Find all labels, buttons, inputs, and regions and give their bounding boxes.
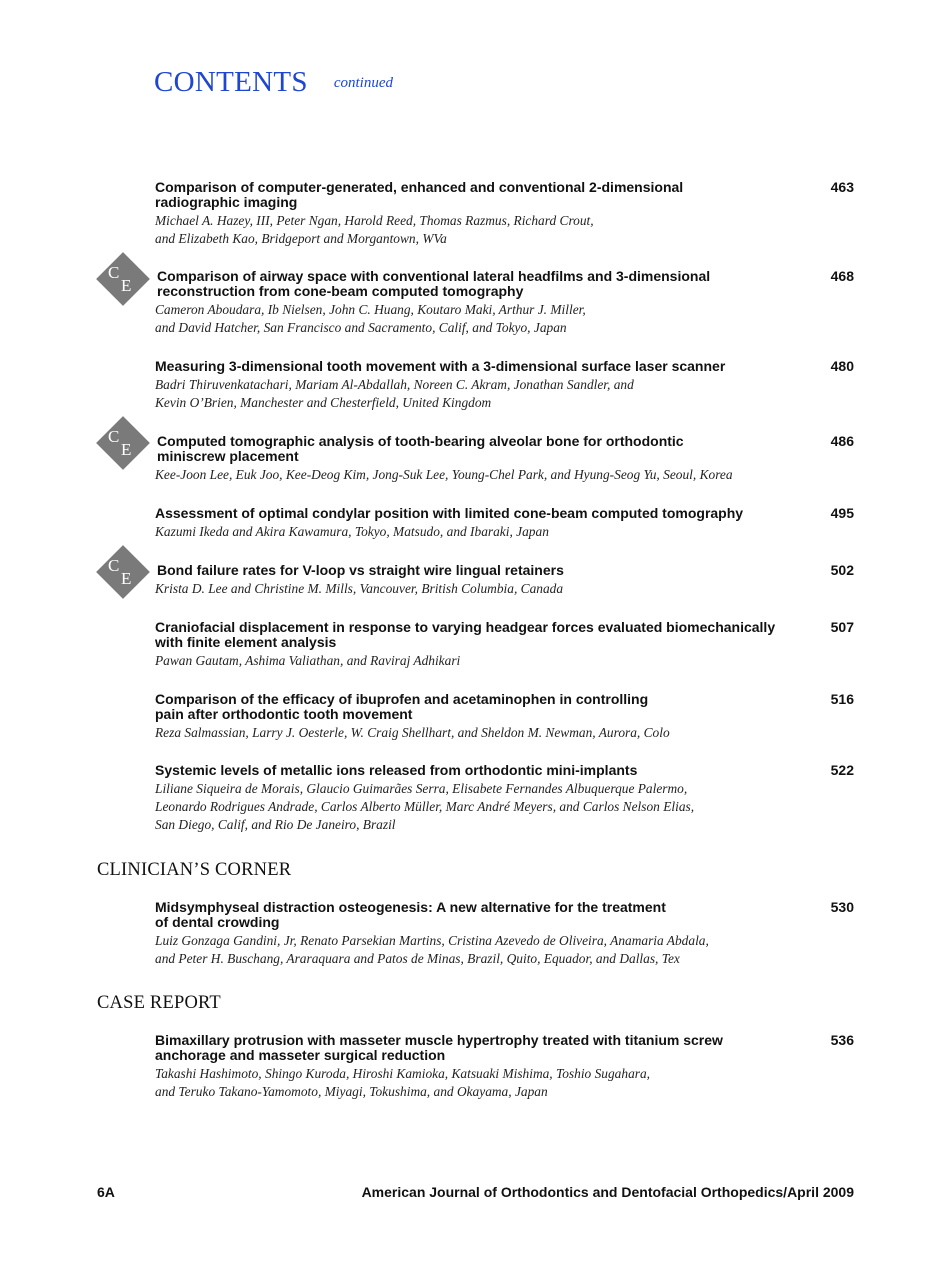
title-line: reconstruction from cone-beam computed tomography	[157, 283, 524, 299]
author-line: Leonardo Rodrigues Andrade, Carlos Alberto Müller, Marc André Meyers, and Carlos Nelson Elias,	[155, 799, 695, 814]
ce-badge-e: E	[121, 440, 132, 459]
article-title[interactable]	[155, 620, 815, 650]
page-number[interactable]: 536	[830, 1032, 854, 1048]
title-line: of dental crowding	[155, 914, 280, 930]
title-line: pain after orthodontic tooth movement	[155, 706, 413, 722]
title-line: Assessment of optimal condylar position with limited cone-beam computed tomography	[155, 505, 744, 521]
page-number[interactable]: 486	[830, 433, 854, 449]
author-line: Kevin O’Brien, Manchester and Chesterfield, United Kingdom	[155, 395, 492, 410]
ce-badge-c: C	[108, 427, 120, 446]
author-line: Kazumi Ikeda and Akira Kawamura, Tokyo, Matsudo, and Ibaraki, Japan	[155, 524, 549, 539]
article-title[interactable]	[157, 269, 817, 299]
author-line: San Diego, Calif, and Rio De Janeiro, Brazil	[155, 817, 396, 832]
title-line: Measuring 3-dimensional tooth movement with a 3-dimensional surface laser scanner	[155, 358, 726, 374]
authors	[155, 376, 815, 412]
page-number[interactable]: 495	[830, 505, 854, 521]
ce-badge-e: E	[121, 569, 132, 588]
title-line: Comparison of the efficacy of ibuprofen and acetaminophen in controlling	[155, 691, 649, 707]
page-number[interactable]: 502	[830, 562, 854, 578]
page-title: CONTENTS	[154, 66, 308, 98]
section-heading-case-report: CASE REPORT	[97, 993, 221, 1013]
authors	[155, 932, 815, 968]
title-line: Computed tomographic analysis of tooth-bearing alveolar bone for orthodontic	[157, 433, 684, 449]
title-line: Comparison of computer-generated, enhanced and conventional 2-dimensional	[155, 179, 684, 195]
title-line: Bond failure rates for V-loop vs straight wire lingual retainers	[157, 562, 564, 578]
author-line: and Elizabeth Kao, Bridgeport and Morgantown, WVa	[155, 231, 447, 246]
page-number[interactable]: 480	[830, 358, 854, 374]
author-line: Reza Salmassian, Larry J. Oesterle, W. Craig Shellhart, and Sheldon M. Newman, Aurora, Colo	[155, 725, 670, 740]
title-line: Systemic levels of metallic ions released from orthodontic mini-implants	[155, 762, 638, 778]
title-line: with finite element analysis	[155, 634, 337, 650]
footer-journal-name: American Journal of Orthodontics and Dentofacial Orthopedics/April 2009	[361, 1184, 854, 1200]
article-title[interactable]	[155, 900, 815, 930]
article-title[interactable]	[155, 1033, 815, 1063]
page-number[interactable]: 507	[830, 619, 854, 635]
author-line: Michael A. Hazey, III, Peter Ngan, Harold Reed, Thomas Razmus, Richard Crout,	[155, 213, 594, 228]
article-title[interactable]	[157, 563, 817, 578]
author-line: Badri Thiruvenkatachari, Mariam Al-Abdallah, Noreen C. Akram, Jonathan Sandler, and	[155, 377, 634, 392]
article-title[interactable]	[155, 506, 815, 521]
article-title[interactable]	[155, 692, 815, 722]
page-subtitle: continued	[333, 75, 393, 91]
title-line: miniscrew placement	[157, 448, 299, 464]
title-line: Craniofacial displacement in response to varying headgear forces evaluated biomechanically	[155, 619, 776, 635]
title-line: Bimaxillary protrusion with masseter muscle hypertrophy treated with titanium screw	[155, 1032, 723, 1048]
article-title[interactable]	[157, 434, 817, 464]
ce-badge-c: C	[108, 556, 120, 575]
page-number[interactable]: 468	[830, 268, 854, 284]
article-title[interactable]	[155, 359, 815, 374]
author-line: Cameron Aboudara, Ib Nielsen, John C. Huang, Koutaro Maki, Arthur J. Miller,	[155, 302, 586, 317]
author-line: Takashi Hashimoto, Shingo Kuroda, Hiroshi Kamioka, Katsuaki Mishima, Toshio Sugahara,	[155, 1066, 651, 1081]
author-line: Liliane Siqueira de Morais, Glaucio Guimarães Serra, Elisabete Fernandes Albuquerque Palermo,	[155, 781, 688, 796]
author-line: Krista D. Lee and Christine M. Mills, Vancouver, British Columbia, Canada	[155, 581, 564, 596]
authors	[155, 652, 815, 670]
page-number[interactable]: 463	[830, 179, 854, 195]
authors	[155, 780, 815, 834]
title-line: anchorage and masseter surgical reduction	[155, 1047, 446, 1063]
authors	[155, 466, 815, 484]
section-heading-clinicians-corner: CLINICIAN’S CORNER	[97, 860, 292, 880]
author-line: Pawan Gautam, Ashima Valiathan, and Raviraj Adhikari	[155, 653, 461, 668]
title-line: radiographic imaging	[155, 194, 298, 210]
contents-header	[154, 66, 393, 99]
article-title[interactable]	[155, 180, 815, 210]
ce-badge-c: C	[108, 263, 120, 282]
authors	[155, 580, 815, 598]
author-line: Kee-Joon Lee, Euk Joo, Kee-Deog Kim, Jong-Suk Lee, Young-Chel Park, and Hyung-Seog Yu, Seoul, Korea	[155, 467, 733, 482]
article-title[interactable]	[155, 763, 815, 778]
authors	[155, 301, 815, 337]
title-line: Midsymphyseal distraction osteogenesis: A new alternative for the treatment	[155, 899, 666, 915]
page-number[interactable]: 516	[830, 691, 854, 707]
authors	[155, 212, 815, 248]
ce-badge-e: E	[121, 276, 132, 295]
author-line: and Peter H. Buschang, Araraquara and Patos de Minas, Brazil, Quito, Equador, and Dallas, Tex	[155, 951, 680, 966]
author-line: and David Hatcher, San Francisco and Sacramento, Calif, and Tokyo, Japan	[155, 320, 567, 335]
authors	[155, 523, 815, 541]
authors	[155, 1065, 815, 1101]
title-line: Comparison of airway space with conventional lateral headfilms and 3-dimensional	[157, 268, 711, 284]
footer-page-number: 6A	[97, 1184, 115, 1200]
page-number[interactable]: 530	[830, 899, 854, 915]
author-line: Luiz Gonzaga Gandini, Jr, Renato Parsekian Martins, Cristina Azevedo de Oliveira, Anamaria Abdala,	[155, 933, 709, 948]
page-number[interactable]: 522	[830, 762, 854, 778]
author-line: and Teruko Takano-Yamomoto, Miyagi, Tokushima, and Okayama, Japan	[155, 1084, 548, 1099]
authors	[155, 724, 815, 742]
